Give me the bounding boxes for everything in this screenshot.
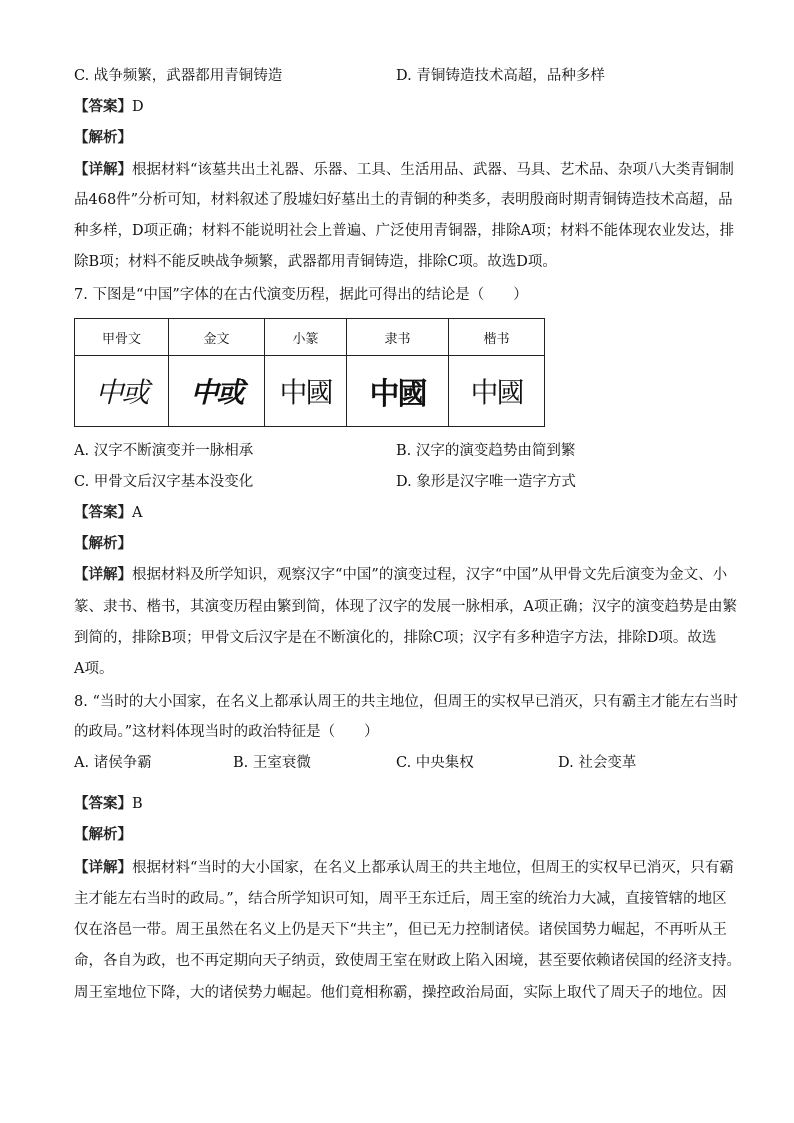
header-jiaguwen: 甲骨文 [75, 319, 169, 356]
answer-value: D [132, 99, 144, 115]
q7-answer [74, 503, 142, 523]
q8-analysis-label [74, 825, 132, 845]
q8-stem-line-1: 8. “当时的大小国家，在名义上都承认周王的共主地位，但周王的实权早已消灭，只有霸主才能左右当时 [74, 694, 738, 710]
header-kaishu: 楷书 [449, 319, 545, 356]
glyph-text: 中或 [95, 376, 148, 409]
q8-answer [74, 794, 143, 814]
q6-detail-line-1 [74, 160, 734, 180]
q7-option-a: A. 汉字不断演变并一脉相承 [74, 443, 254, 459]
answer-value: B [132, 796, 143, 812]
glyph-text: 中國 [369, 377, 426, 412]
q7-option-b: B. 汉字的演变趋势由简到繁 [396, 443, 576, 459]
q7-option-d: D. 象形是汉字唯一造字方式 [396, 474, 576, 490]
detail-label: 【详解】 [74, 566, 132, 583]
answer-label: 【答案】 [74, 504, 132, 521]
answer-label: 【答案】 [74, 795, 132, 812]
q8-option-b: B. 王室衰微 [233, 755, 311, 771]
q7-stem: 7. 下图是“中国”字体的在古代演变历程，据此可得出的结论是（ ） [74, 287, 528, 303]
q8-option-a: A. 诸侯争霸 [74, 755, 152, 771]
analysis-label: 【解析】 [74, 535, 132, 552]
glyph-kaishu [449, 356, 545, 427]
q6-option-c: C. 战争频繁，武器都用青铜铸造 [74, 68, 283, 84]
analysis-label: 【解析】 [74, 826, 132, 843]
glyph-text: 中國 [470, 376, 523, 409]
q8-detail-line-1 [74, 858, 734, 878]
q7-detail-line-4: A项。 [74, 661, 114, 677]
q6-answer [74, 97, 144, 117]
q6-detail-line-2: 品468件”分析可知，材料叙述了殷墟妇好墓出土的青铜的种类多，表明殷商时期青铜铸造技术高超，品 [74, 192, 733, 208]
glyph-text: 中國 [279, 376, 332, 409]
analysis-label: 【解析】 [74, 129, 132, 146]
q8-option-d: D. 社会变革 [558, 755, 637, 771]
q7-detail-line-3: 到简的，排除B项；甲骨文后汉字是在不断演化的，排除C项；汉字有多种造字方法，排除D项。故选 [74, 630, 717, 646]
q6-detail-line-4: 除B项；材料不能反映战争频繁，武器都用青铜铸造，排除C项。故选D项。 [74, 254, 557, 270]
detail-text: 根据材料“当时的大小国家，在名义上都承认周王的共主地位，但周王的实权早已消灭，只有霸 [132, 860, 734, 876]
header-jinwen: 金文 [169, 319, 265, 356]
answer-label: 【答案】 [74, 98, 132, 115]
glyph-lishu [347, 356, 449, 427]
script-evolution-table [74, 318, 545, 427]
detail-label: 【详解】 [74, 161, 132, 178]
answer-value: A [132, 505, 143, 521]
q6-analysis-label [74, 128, 132, 148]
q8-detail-line-4: 命，各自为政，也不再定期向天子纳贡，致使周王室在财政上陷入困境，甚至要依赖诸侯国的经济支持。 [74, 953, 741, 969]
q6-option-d: D. 青铜铸造技术高超，品种多样 [396, 68, 605, 84]
glyph-xiaozhuan [265, 356, 347, 427]
q7-analysis-label [74, 534, 132, 554]
q6-detail-line-3: 种多样，D项正确；材料不能说明社会上普遍、广泛使用青铜器，排除A项；材料不能体现农业发达，排 [74, 223, 735, 239]
detail-label: 【详解】 [74, 859, 132, 876]
glyph-text: 中或 [190, 376, 243, 409]
glyph-jinwen [169, 356, 265, 427]
detail-text: 根据材料“该墓共出土礼器、乐器、工具、生活用品、武器、马具、艺术品、杂项八大类青铜制 [132, 162, 734, 178]
q8-detail-line-3: 仅在洛邑一带。周王虽然在名义上仍是天下“共主”，但已无力控制诸侯。诸侯国势力崛起，不再听从王 [74, 922, 727, 938]
q7-detail-line-1 [74, 565, 727, 585]
q8-stem-line-2: 的政局。”这材料体现当时的政治特征是（ ） [74, 724, 379, 740]
q7-option-c: C. 甲骨文后汉字基本没变化 [74, 474, 254, 490]
q8-detail-line-5: 周王室地位下降，大的诸侯势力崛起。他们竟相称霸，操控政治局面，实际上取代了周天子的地位。因 [74, 985, 727, 1001]
header-lishu: 隶书 [347, 319, 449, 356]
detail-text: 根据材料及所学知识，观察汉字“中国”的演变过程，汉字“中国”从甲骨文先后演变为金文、小 [132, 567, 728, 583]
q8-option-c: C. 中央集权 [396, 755, 474, 771]
header-xiaozhuan: 小篆 [265, 319, 347, 356]
q8-detail-line-2: 主才能左右当时的政局。”，结合所学知识可知，周平王东迁后，周王室的统治力大减，直接管辖的地区 [74, 891, 727, 907]
glyph-jiaguwen [75, 356, 169, 427]
q7-detail-line-2: 篆、隶书、楷书，其演变历程由繁到简，体现了汉字的发展一脉相承，A项正确；汉字的演变趋势是由繁 [74, 599, 737, 615]
